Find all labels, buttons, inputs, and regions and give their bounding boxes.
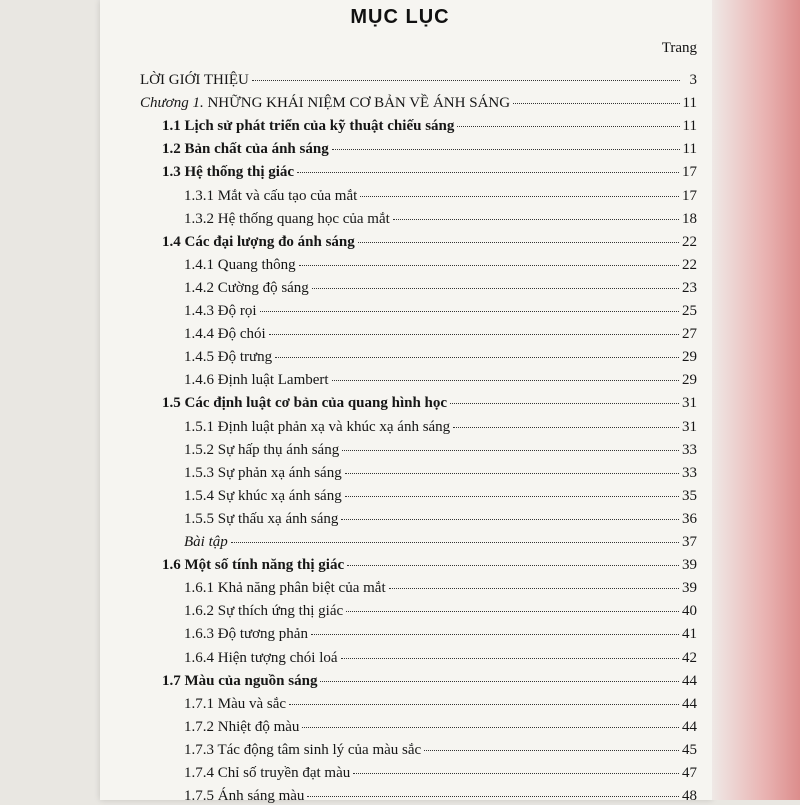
toc-entry-page: 25 bbox=[682, 303, 697, 319]
toc-entry-number: 1.7.2 bbox=[184, 718, 214, 735]
toc-entry-page: 11 bbox=[682, 95, 697, 112]
book-edge bbox=[712, 0, 800, 800]
toc-entry[interactable] bbox=[162, 673, 697, 690]
toc-entry-label bbox=[184, 626, 308, 643]
dot-leader bbox=[307, 795, 679, 797]
toc-entry-label bbox=[184, 580, 386, 597]
toc-entry-title: LỜI GIỚI THIỆU bbox=[140, 72, 249, 88]
toc-entry-label bbox=[184, 788, 304, 805]
toc-entry-title: Độ rọi bbox=[217, 303, 257, 319]
toc-entry-label bbox=[184, 257, 296, 274]
toc-entry-label bbox=[184, 372, 329, 389]
toc-entry-title: Nhiệt độ màu bbox=[217, 718, 300, 735]
dot-leader bbox=[345, 472, 679, 474]
dot-leader bbox=[297, 171, 679, 173]
dot-leader bbox=[360, 195, 679, 197]
dot-leader bbox=[393, 218, 679, 220]
toc-entry-title: Lịch sử phát triển của kỹ thuật chiếu sáng bbox=[184, 118, 455, 135]
dot-leader bbox=[269, 333, 679, 335]
toc-entry-number: 1.5.3 bbox=[184, 464, 214, 481]
toc-entry-page: 22 bbox=[682, 233, 697, 250]
toc-entry[interactable] bbox=[184, 326, 697, 343]
toc-entry[interactable] bbox=[184, 372, 697, 389]
toc-entry-number: 1.1 bbox=[162, 118, 181, 135]
toc-entry-number: 1.5.2 bbox=[184, 441, 214, 458]
toc-entry[interactable] bbox=[184, 626, 697, 643]
toc-entry[interactable] bbox=[162, 234, 697, 251]
toc-entry-label bbox=[162, 234, 355, 251]
toc-entry-page: 44 bbox=[682, 672, 697, 689]
toc-entry-number: 1.7.3 bbox=[184, 741, 214, 758]
dot-leader bbox=[302, 726, 679, 728]
dot-leader bbox=[332, 148, 680, 150]
toc-entry-title: Mắt và cấu tạo của mắt bbox=[217, 187, 358, 204]
toc-entry-title: Sự thích ứng thị giác bbox=[217, 603, 344, 620]
dot-leader bbox=[231, 541, 679, 543]
toc-entry-label bbox=[184, 326, 266, 343]
toc-entry-number: 1.4.4 bbox=[184, 326, 214, 343]
toc-entry-title: Màu của nguồn sáng bbox=[184, 672, 318, 689]
toc-entry-number: Chương 1. bbox=[140, 95, 204, 112]
dot-leader bbox=[389, 587, 679, 589]
toc-entry-label bbox=[140, 95, 510, 112]
page-column-label: Trang bbox=[661, 40, 697, 56]
toc-entry-number: 1.6 bbox=[162, 557, 181, 574]
toc-entry-page: 17 bbox=[682, 164, 697, 181]
toc-entry-title: Sự khúc xạ ánh sáng bbox=[217, 487, 342, 504]
toc-entry-page: 23 bbox=[682, 279, 697, 296]
toc-entry[interactable] bbox=[184, 188, 697, 205]
toc-entry[interactable] bbox=[140, 95, 697, 112]
toc-entry-page: 40 bbox=[682, 603, 697, 620]
dot-leader bbox=[450, 402, 679, 404]
toc-entry-page: 44 bbox=[682, 695, 697, 712]
toc-entry[interactable] bbox=[184, 419, 697, 436]
toc-entry-page: 48 bbox=[682, 788, 697, 805]
dot-leader bbox=[346, 610, 679, 612]
toc-entry[interactable] bbox=[184, 719, 697, 736]
toc-entry-title: Tác động tâm sinh lý của màu sắc bbox=[217, 741, 422, 758]
toc-entry-number: 1.3 bbox=[162, 164, 181, 181]
toc-entry-number: 1.6.4 bbox=[184, 649, 214, 666]
dot-leader bbox=[342, 449, 679, 451]
toc-entry-label bbox=[162, 118, 454, 135]
toc-entry[interactable] bbox=[184, 788, 697, 805]
toc-entry-page: 35 bbox=[682, 487, 697, 504]
toc-entry-page: 18 bbox=[682, 210, 697, 227]
toc-entry-title: Độ tương phản bbox=[217, 626, 308, 643]
toc-entry-number: 1.2 bbox=[162, 141, 181, 158]
toc-entry-page: 33 bbox=[682, 441, 697, 458]
toc-entry[interactable] bbox=[184, 534, 697, 551]
toc-entry-number: 1.5 bbox=[162, 395, 181, 412]
toc-entry-label bbox=[184, 696, 286, 713]
toc-entry-title: Ánh sáng màu bbox=[217, 788, 305, 805]
dot-leader bbox=[513, 102, 679, 104]
dot-leader bbox=[299, 264, 679, 266]
toc-entry-label bbox=[162, 673, 317, 690]
toc-entry-page: 29 bbox=[682, 372, 697, 389]
toc-entry-number: 1.5.5 bbox=[184, 510, 214, 527]
toc-entry-page: 11 bbox=[682, 141, 697, 158]
toc-entry-title: Sự thấu xạ ánh sáng bbox=[217, 510, 339, 527]
toc-entry-number: 1.7.5 bbox=[184, 788, 214, 805]
toc-entry-title: Cường độ sáng bbox=[217, 279, 309, 296]
toc-entry-page: 27 bbox=[682, 326, 697, 343]
toc-entry-title: Chỉ số truyền đạt màu bbox=[217, 765, 351, 781]
toc-entry-label bbox=[184, 511, 338, 528]
dot-leader bbox=[311, 633, 679, 635]
dot-leader bbox=[358, 241, 679, 243]
toc-entry-number: 1.4 bbox=[162, 233, 181, 250]
toc-entry[interactable] bbox=[184, 650, 697, 667]
toc-entry-title: Sự hấp thụ ánh sáng bbox=[217, 441, 340, 458]
toc-entry[interactable] bbox=[184, 211, 697, 228]
toc-entry[interactable] bbox=[162, 141, 697, 158]
toc-entry-title: Một số tính năng thị giác bbox=[184, 557, 345, 574]
dot-leader bbox=[341, 657, 679, 659]
toc-entry[interactable] bbox=[184, 442, 697, 459]
toc-entry[interactable] bbox=[184, 488, 697, 505]
toc-entry[interactable] bbox=[184, 511, 697, 528]
toc-entry-title: Các đại lượng đo ánh sáng bbox=[184, 233, 355, 250]
toc-entry-label bbox=[184, 650, 338, 667]
toc-entry-label bbox=[184, 742, 421, 759]
dot-leader bbox=[312, 287, 679, 289]
toc-entry-number: 1.4.1 bbox=[184, 256, 214, 273]
toc-entry-title: Màu và sắc bbox=[217, 695, 287, 712]
toc-entry-label bbox=[184, 488, 342, 505]
toc-entry-label bbox=[162, 395, 447, 412]
toc-entry-number: 1.5.4 bbox=[184, 487, 214, 504]
toc-entry-number: 1.7.1 bbox=[184, 695, 214, 712]
toc-entry-title: Độ chói bbox=[217, 326, 266, 343]
toc-entry-label bbox=[162, 141, 329, 158]
toc-entry-title: Quang thông bbox=[217, 256, 296, 273]
toc-entry[interactable] bbox=[184, 303, 697, 320]
toc-entry-label bbox=[184, 349, 272, 366]
toc-entry-page: 42 bbox=[682, 649, 697, 666]
toc-entry-title: Bài tập bbox=[184, 534, 228, 550]
dot-leader bbox=[457, 125, 679, 127]
toc-entry-page: 17 bbox=[682, 187, 697, 204]
toc-entry-label bbox=[184, 765, 350, 782]
toc-entry-title: Định luật phản xạ và khúc xạ ánh sáng bbox=[217, 418, 451, 435]
toc-entry-page: 31 bbox=[682, 418, 697, 435]
toc-entry-page: 29 bbox=[682, 349, 697, 366]
toc-entry-number: 1.6.2 bbox=[184, 603, 214, 620]
toc-entry-title: Hệ thống thị giác bbox=[184, 164, 295, 181]
dot-leader bbox=[289, 703, 679, 705]
toc-entry[interactable] bbox=[184, 580, 697, 597]
toc-entry-title: Khả năng phân biệt của mắt bbox=[217, 580, 386, 597]
toc-entry-number: 1.5.1 bbox=[184, 418, 214, 435]
toc-entry-number: 1.3.2 bbox=[184, 210, 214, 227]
dot-leader bbox=[275, 356, 679, 358]
toc-entry[interactable] bbox=[140, 72, 697, 89]
toc-entry-page: 44 bbox=[682, 718, 697, 735]
dot-leader bbox=[332, 379, 679, 381]
toc-entry-title: Định luật Lambert bbox=[217, 372, 329, 389]
toc-entry-label bbox=[184, 442, 339, 459]
toc-entry-page: 45 bbox=[682, 741, 697, 758]
toc-entry-label bbox=[162, 164, 294, 181]
toc-entry-number: 1.6.1 bbox=[184, 580, 214, 597]
dot-leader bbox=[341, 518, 679, 520]
dot-leader bbox=[320, 680, 679, 682]
dot-leader bbox=[345, 495, 679, 497]
toc-entry[interactable] bbox=[184, 603, 697, 620]
dot-leader bbox=[424, 749, 679, 751]
toc-entry-page: 39 bbox=[682, 580, 697, 597]
toc-entry[interactable] bbox=[184, 465, 697, 482]
toc-entry-label bbox=[184, 188, 357, 205]
toc-entry-title: Các định luật cơ bản của quang hình học bbox=[184, 395, 448, 412]
toc-entry-number: 1.3.1 bbox=[184, 187, 214, 204]
toc-entry-page: 39 bbox=[682, 557, 697, 574]
toc-entry-title: Hiện tượng chói loá bbox=[217, 649, 338, 666]
toc-entry-label bbox=[162, 557, 344, 574]
toc-entry-page: 3 bbox=[689, 72, 697, 88]
toc-entry-page: 33 bbox=[682, 464, 697, 481]
toc-entry[interactable] bbox=[162, 118, 697, 135]
toc-entry-page: 47 bbox=[682, 765, 697, 781]
dot-leader bbox=[353, 772, 679, 774]
toc-entry-number: 1.4.6 bbox=[184, 372, 214, 389]
toc-entry-number: 1.4.3 bbox=[184, 303, 214, 319]
toc-entry-label bbox=[184, 303, 257, 320]
page-title: MỤC LỤC bbox=[350, 6, 450, 28]
toc-entry[interactable] bbox=[184, 349, 697, 366]
toc-entry-page: 37 bbox=[682, 534, 697, 550]
toc-entry-label bbox=[140, 72, 249, 89]
toc-entry-label bbox=[184, 280, 309, 297]
dot-leader bbox=[252, 79, 680, 81]
toc-entry-page: 41 bbox=[682, 626, 697, 643]
toc-entry-number: 1.7.4 bbox=[184, 765, 214, 781]
toc-entry[interactable] bbox=[162, 164, 697, 181]
toc-entry-page: 22 bbox=[682, 256, 697, 273]
toc-entry-label bbox=[184, 719, 299, 736]
toc-entry[interactable] bbox=[184, 742, 697, 759]
toc-entry[interactable] bbox=[184, 257, 697, 274]
dot-leader bbox=[347, 564, 679, 566]
toc-entry-page: 11 bbox=[682, 118, 697, 135]
toc-entry-number: 1.4.2 bbox=[184, 279, 214, 296]
dot-leader bbox=[260, 310, 680, 312]
toc-entry[interactable] bbox=[162, 395, 697, 412]
toc-entry[interactable] bbox=[184, 765, 697, 782]
toc-entry-title: NHỮNG KHÁI NIỆM CƠ BẢN VỀ ÁNH SÁNG bbox=[207, 95, 511, 112]
toc-entry-number: 1.6.3 bbox=[184, 626, 214, 643]
toc-entry-label bbox=[184, 419, 450, 436]
toc-entry-title: Độ trưng bbox=[217, 349, 273, 366]
toc-entry-title: Sự phản xạ ánh sáng bbox=[217, 464, 342, 481]
toc-entry-label bbox=[184, 603, 343, 620]
toc-entry[interactable] bbox=[162, 557, 697, 574]
toc-entry-label bbox=[184, 534, 228, 551]
toc-entry-title: Hệ thống quang học của mắt bbox=[217, 210, 390, 227]
toc-entry-page: 36 bbox=[682, 510, 697, 527]
toc-entry-number: 1.4.5 bbox=[184, 349, 214, 366]
toc-entry-page: 31 bbox=[682, 395, 697, 412]
toc-entry-label bbox=[184, 465, 342, 482]
toc-entry[interactable] bbox=[184, 696, 697, 713]
toc-entry[interactable] bbox=[184, 280, 697, 297]
dot-leader bbox=[453, 426, 679, 428]
toc-entry-number: 1.7 bbox=[162, 672, 181, 689]
toc-entry-label bbox=[184, 211, 390, 228]
toc-entry-title: Bản chất của ánh sáng bbox=[184, 141, 329, 158]
